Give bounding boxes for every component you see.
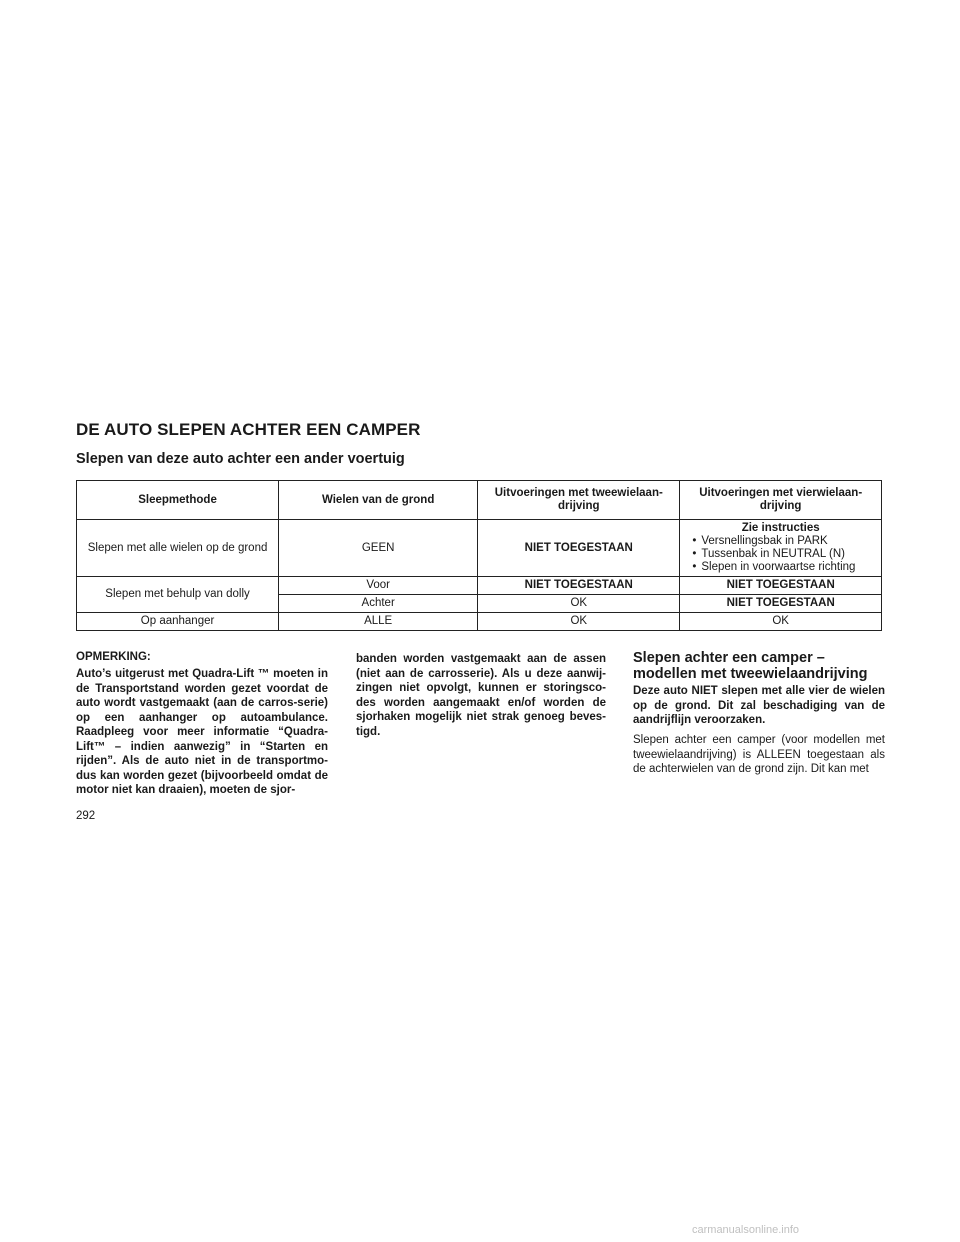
cell-four-wd: OK	[680, 613, 882, 631]
table-row	[77, 577, 882, 595]
table-row	[77, 520, 882, 577]
cell-wheels: GEEN	[279, 520, 478, 577]
cell-wheels: Achter	[279, 595, 478, 613]
cell-wheels: Voor	[279, 577, 478, 595]
instructions-list	[684, 535, 877, 574]
cell-method: Slepen met alle wielen op de grond	[77, 520, 279, 577]
cell-four-wd-instructions	[680, 520, 882, 577]
section-2-title: Slepen achter een camper – modellen met tweewielaandrijving	[633, 650, 868, 682]
cell-two-wd: OK	[478, 595, 680, 613]
page-number: 292	[76, 810, 96, 822]
list-item: • Versnellingsbak in PARK	[692, 535, 877, 548]
watermark: carmanualsonline.info	[692, 1224, 800, 1236]
towing-table	[76, 480, 882, 631]
cell-wheels: ALLE	[279, 613, 478, 631]
note-text-column-1: Auto’s uitgerust met Quadra-Lift ™ moeten in de Transportstand worden gezet voordat de auto wordt vastgemaakt (aan de carros-serie) op een aanhanger op autoambulance. Raadpleeg voor meer informatie “Quadra-Lift™ – indien aanwezig” in “Starten en rijden”. Als de auto niet in de transportmo-dus kan worden gezet (bijvoorbeeld omdat de motor niet kan draaien), moeten de sjor-	[76, 668, 328, 796]
cell-two-wd: OK	[478, 613, 680, 631]
section-2-body: Slepen achter een camper (voor modellen met tweewielaandrijving) is ALLEEN toegestaan als de achterwielen van de grond zijn. Dit kan met	[633, 734, 885, 775]
table-row	[77, 613, 882, 631]
header-two-wheel-drive: Uitvoeringen met tweewielaan-drijving	[478, 481, 680, 520]
cell-method: Op aanhanger	[77, 613, 279, 631]
section-2-warning: Deze auto NIET slepen met alle vier de wielen op de grond. Dit zal beschadiging van de aandrijflijn veroorzaken.	[633, 685, 885, 726]
cell-two-wd: NIET TOEGESTAAN	[478, 577, 680, 595]
list-item: • Slepen in voorwaartse richting	[692, 561, 877, 574]
section-title: Slepen van deze auto achter een ander voertuig	[76, 451, 405, 467]
header-four-wheel-drive: Uitvoeringen met vierwielaan-drijving	[680, 481, 882, 520]
note-text-column-2: banden worden vastgemaakt aan de assen (niet aan de carrosserie). Als u deze aanwij-zingen niet opvolgt, kunnen er storingsco-des worden aangemaakt en/of worden de sjorhaken mogelijk niet strak genoeg beves-tigd.	[356, 653, 606, 738]
table-header-row	[77, 481, 882, 520]
page-title: DE AUTO SLEPEN ACHTER EEN CAMPER	[76, 420, 421, 439]
header-wheels-off-ground: Wielen van de grond	[279, 481, 478, 520]
cell-two-wd: NIET TOEGESTAAN	[478, 520, 680, 577]
cell-method: Slepen met behulp van dolly	[77, 577, 279, 613]
note-label: OPMERKING:	[76, 651, 151, 663]
cell-four-wd: NIET TOEGESTAAN	[680, 595, 882, 613]
instructions-title: Zie instructies	[741, 522, 820, 534]
header-tow-method: Sleepmethode	[77, 481, 279, 520]
list-item: • Tussenbak in NEUTRAL (N)	[692, 548, 877, 561]
cell-four-wd: NIET TOEGESTAAN	[680, 577, 882, 595]
